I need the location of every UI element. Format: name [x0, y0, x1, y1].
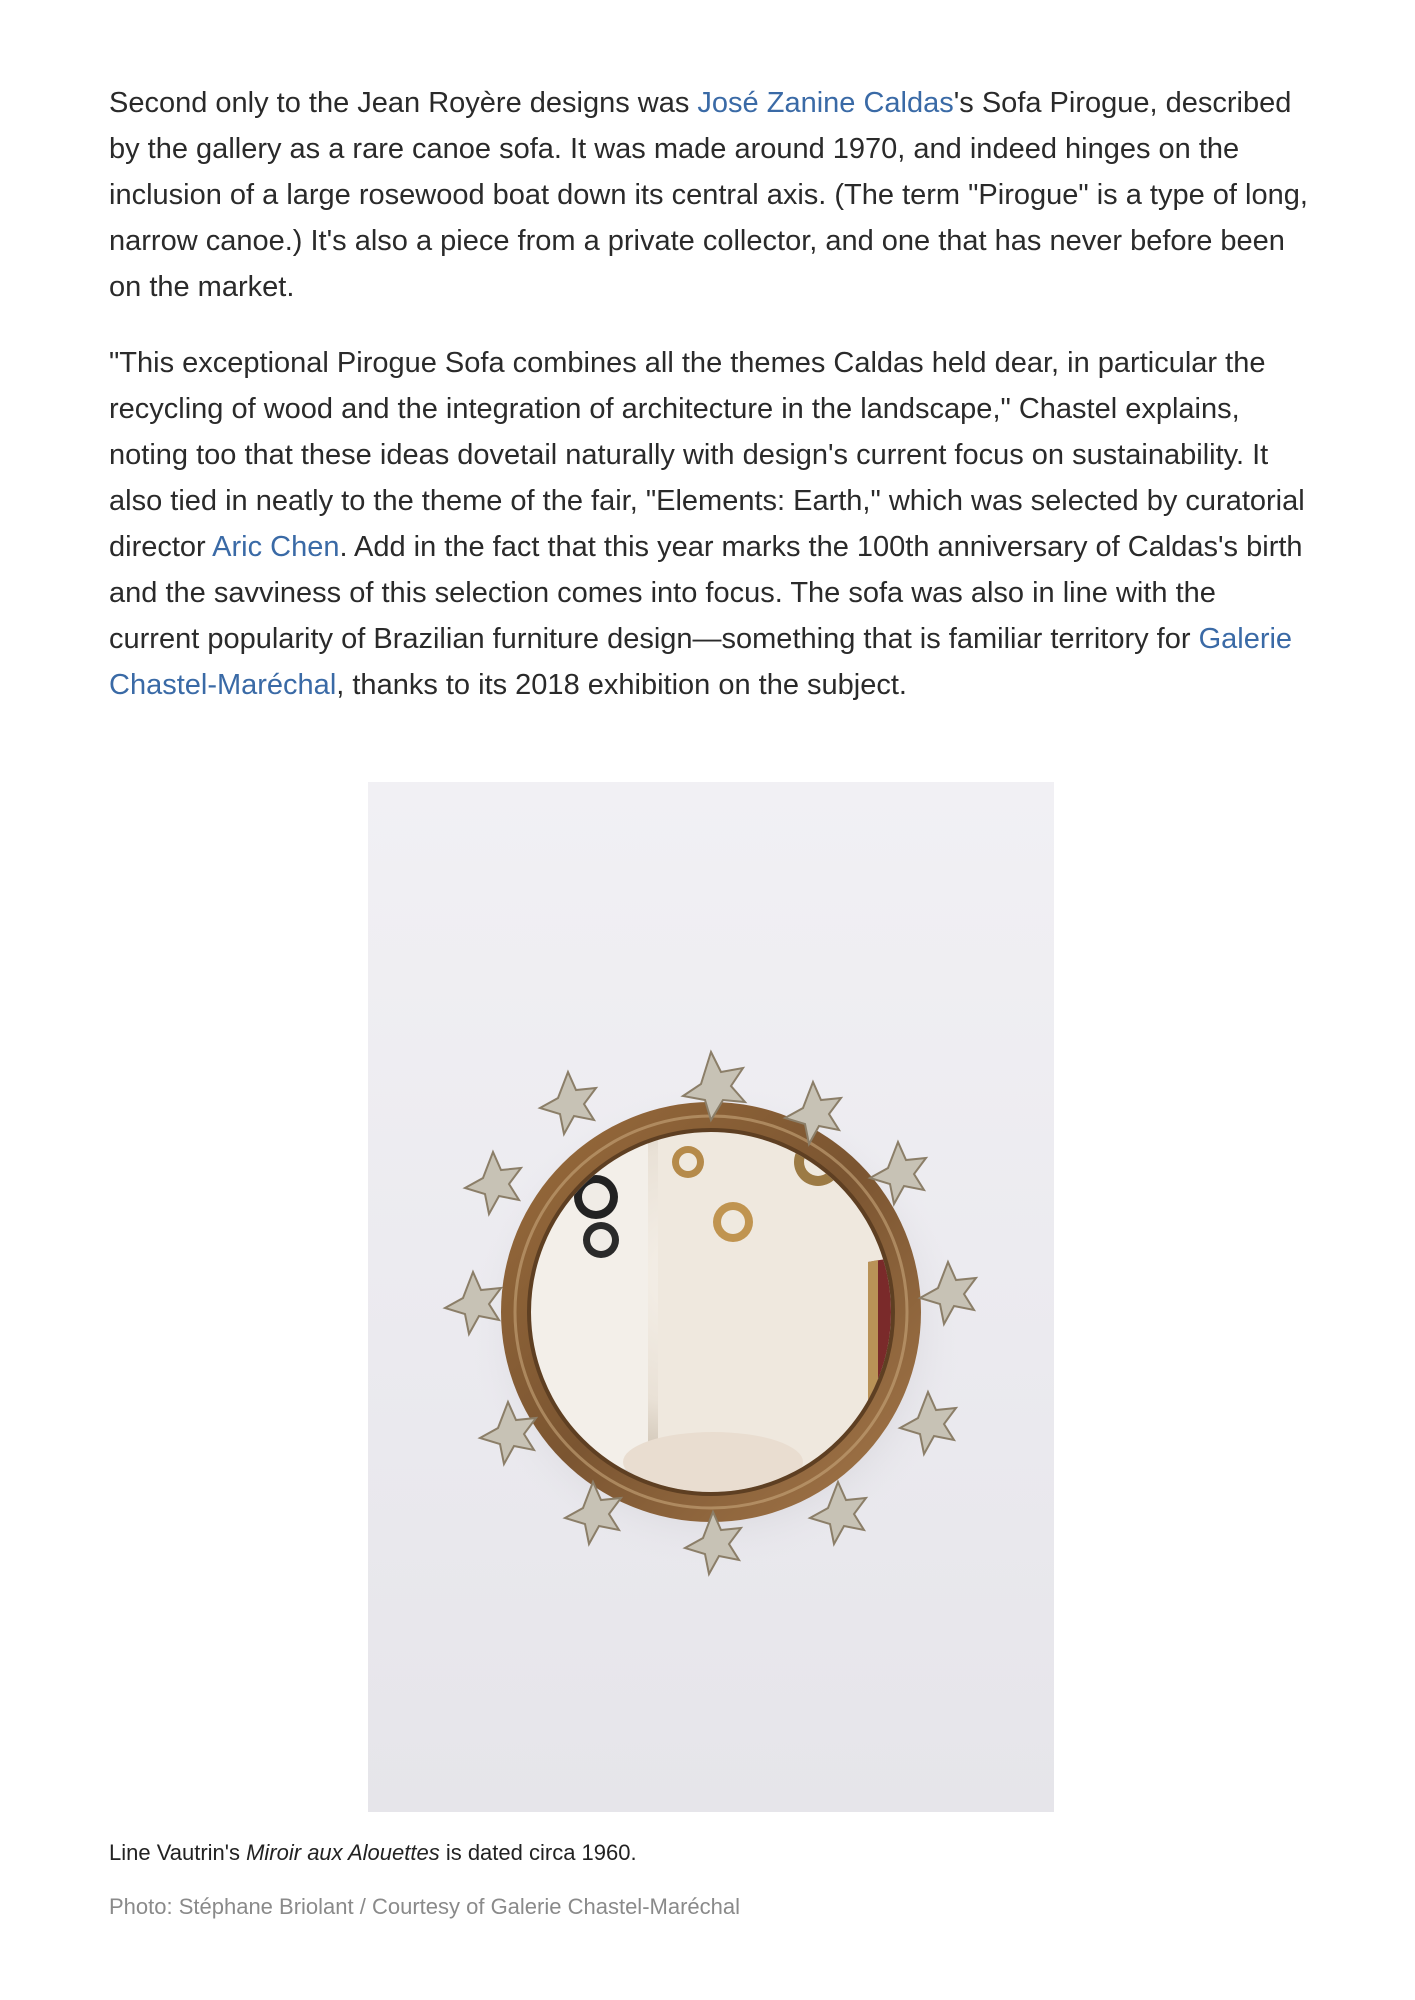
paragraph-2-text-c: , thanks to its 2018 exhibition on the subject. — [336, 669, 907, 701]
paragraph-2 — [109, 340, 1309, 708]
paragraph-2-text-a: "This exceptional Pirogue Sofa combines all the themes Caldas held dear, in particular the recycling of wood and the integration of architecture in the landscape," Chastel explains, noting too that these ideas dovetail naturally with design's current focus on sustainability. It also tied in neatly to the theme of the fair, "Elements: Earth," which was selected by curatorial director — [109, 347, 1305, 563]
photo-credit: Photo: Stéphane Briolant / Courtesy of Galerie Chastel-Maréchal — [109, 1894, 740, 1919]
caption-prefix: Line Vautrin's — [109, 1840, 247, 1865]
paragraph-1-text-b: 's Sofa Pirogue, described by the gallery as a rare canoe sofa. It was made around 1970, and indeed hinges on the inclusion of a large rosewood boat down its central axis. (The term "Pirogue" is a type of long, narrow canoe.) It's also a piece from a private collector, and one that has never before been on the market. — [109, 87, 1308, 303]
paragraph-2-text-b: . Add in the fact that this year marks the 100th anniversary of Caldas's birth and the savviness of this selection comes into focus. The sofa was also in line with the current popularity of Brazilian furniture design—something that is familiar territory for — [109, 531, 1303, 655]
mirror-photo — [368, 782, 1054, 1812]
paragraph-1-text-a: Second only to the Jean Royère designs was — [109, 87, 698, 119]
link-jose-zanine-caldas[interactable]: José Zanine Caldas — [697, 87, 954, 119]
paragraph-1 — [109, 80, 1309, 310]
caption-suffix: is dated circa 1960. — [439, 1840, 637, 1865]
article-body — [109, 80, 1309, 738]
link-galerie-chastel-marechal[interactable]: Galerie Chastel-Maréchal — [109, 623, 1293, 701]
caption-artwork-title: Miroir aux Alouettes — [246, 1840, 440, 1865]
mirror-illustration — [368, 782, 1054, 1812]
link-aric-chen[interactable]: Aric Chen — [212, 531, 340, 563]
figure-caption — [109, 1840, 637, 1866]
